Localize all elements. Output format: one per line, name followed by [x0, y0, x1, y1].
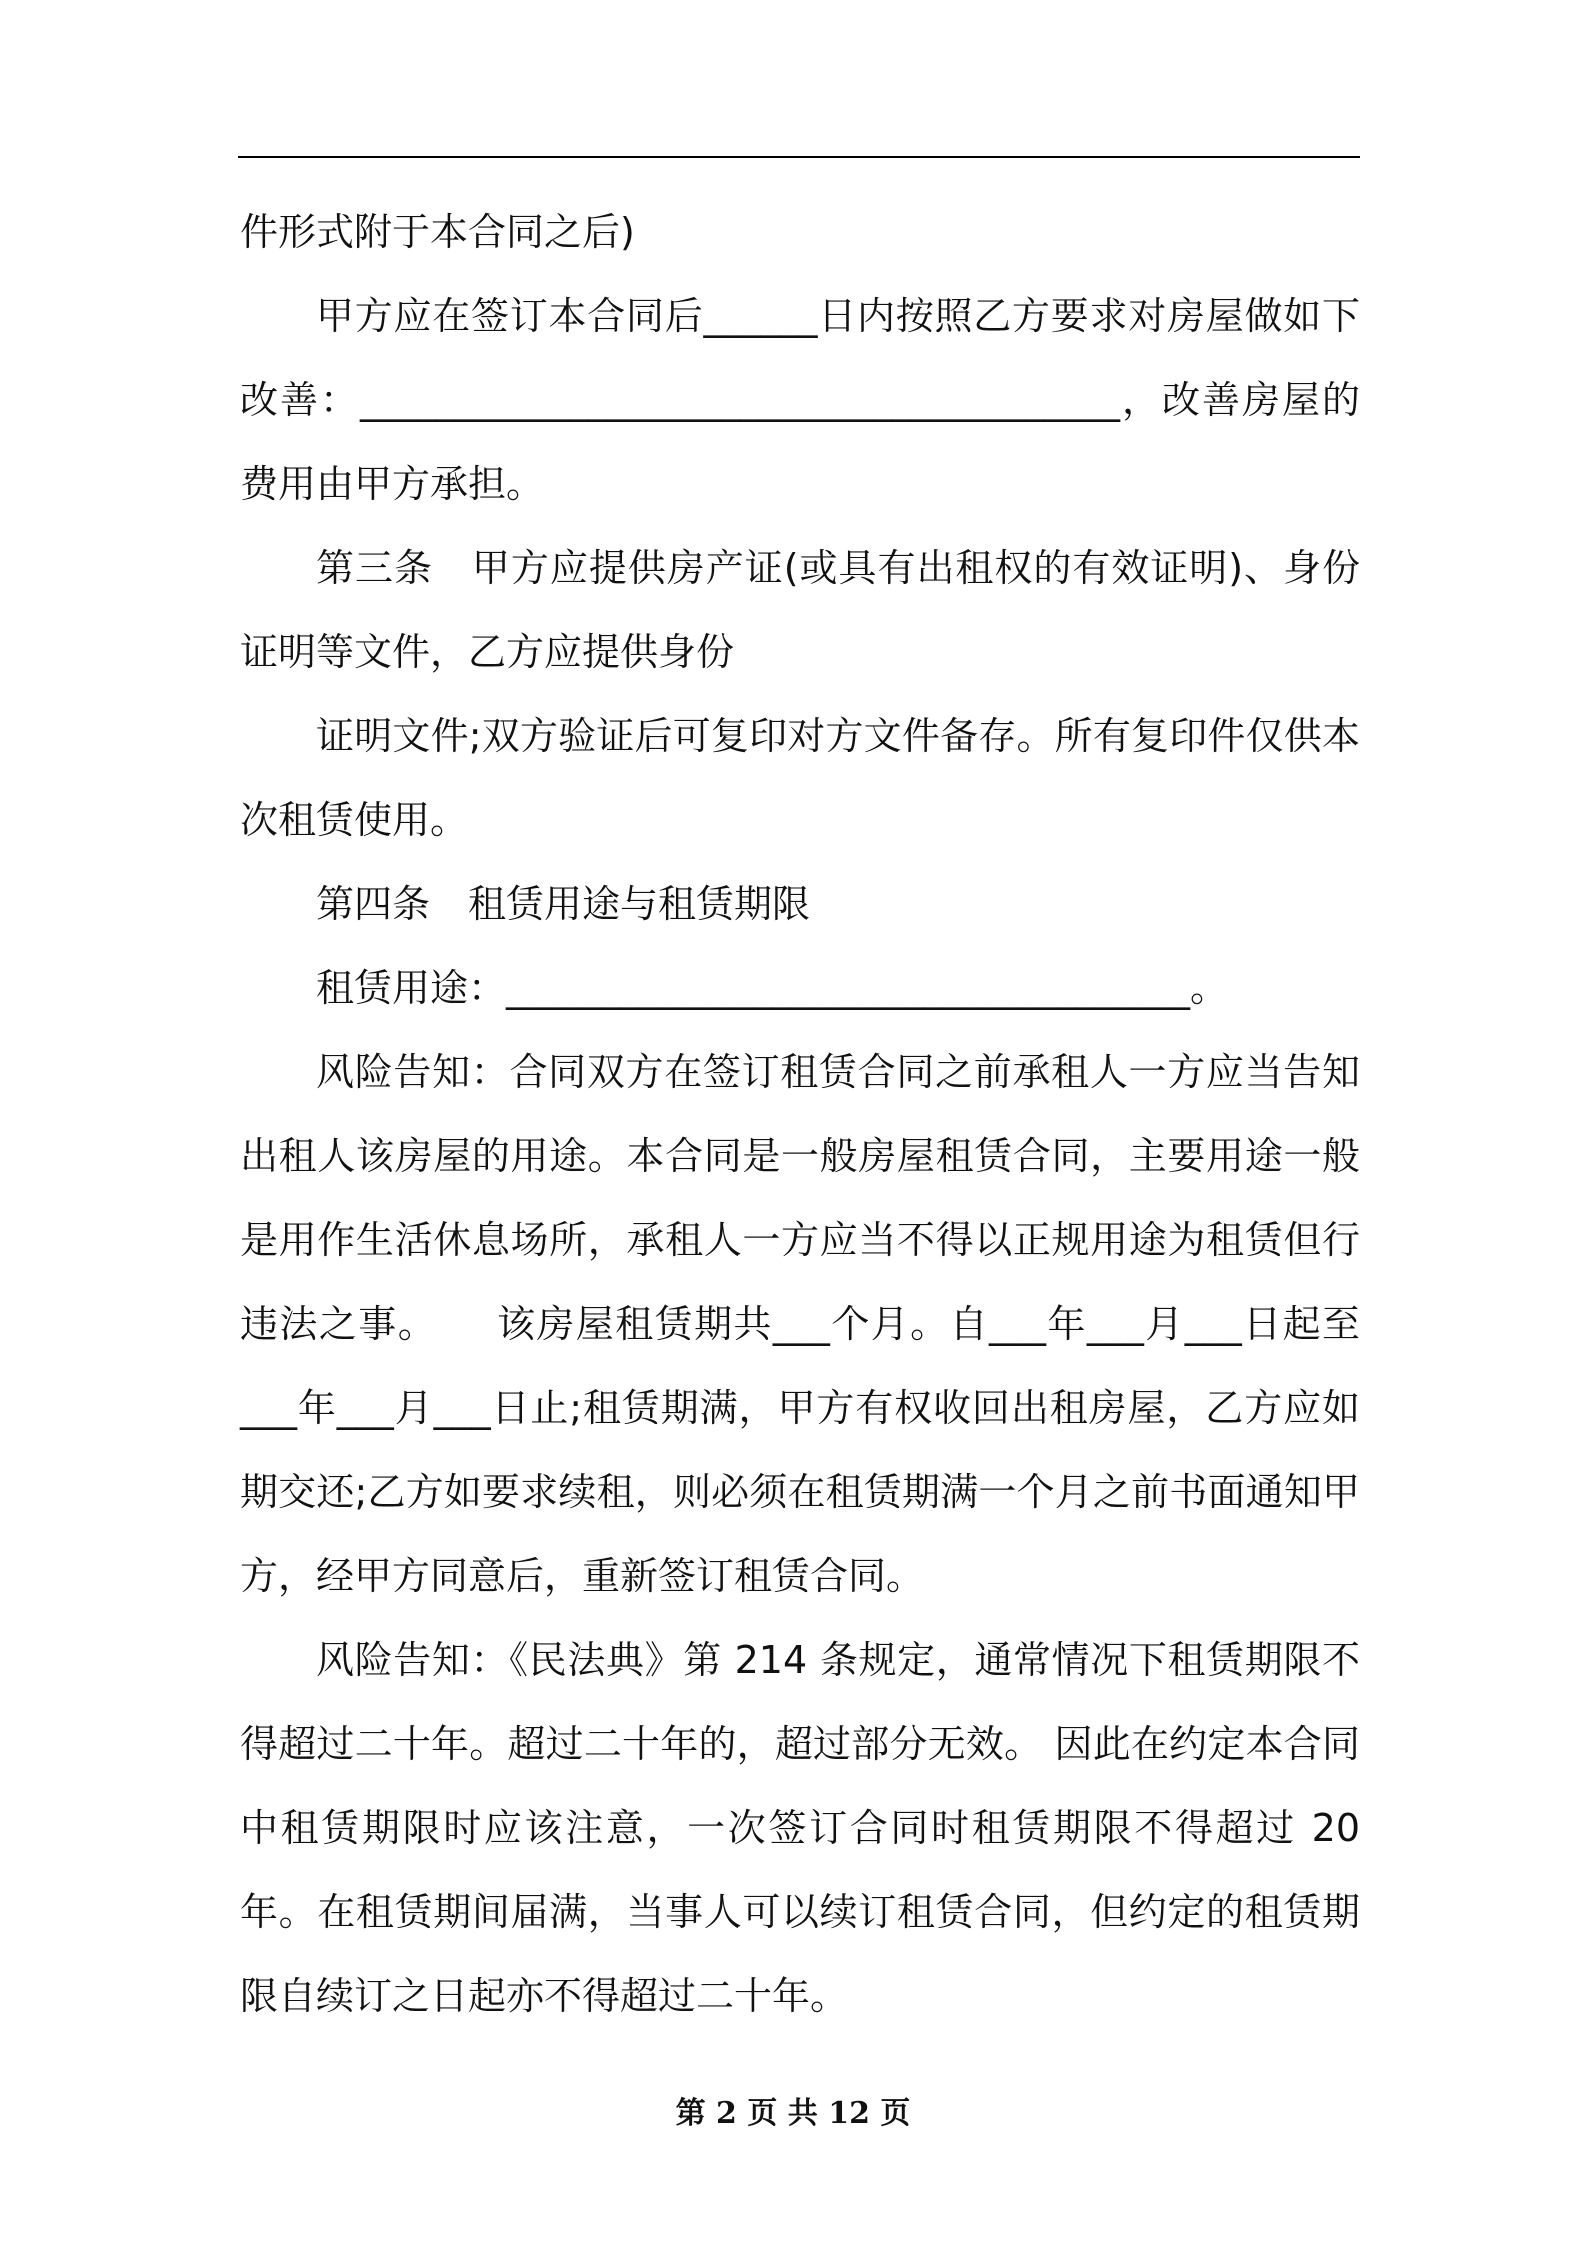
paragraph-risk-notice-purpose: 风险告知：合同双方在签订租赁合同之前承租人一方应当告知出租人该房屋的用途。本合同是一般房屋租赁合同，主要用途一般是用作生活休息场所，承租人一方应当不得以正规用途为租赁但行违法之事。 该房屋租赁期共___个月。自___年___月___日起至___年___月___日止;租赁期满，甲方有权收回出租房屋，乙方应如期交还;乙方如要求续租，则必须在租赁期满一个月之前书面通知甲方，经甲方同意后，重新签订租赁合同。 — [240, 1050, 1360, 1598]
paragraph-attachment-note: 件形式附于本合同之后) — [240, 210, 635, 254]
header-rule — [238, 156, 1360, 158]
page-number-footer: 第 2 页 共 12 页 — [675, 2096, 911, 2131]
paragraph-house-improvement: 甲方应在签订本合同后______日内按照乙方要求对房屋做如下改善：________________________________________，改善房屋的费用由甲方承担。 — [240, 294, 1360, 506]
paragraph-risk-notice-term: 风险告知：《民法典》第 214 条规定，通常情况下租赁期限不得超过二十年。超过二十年的，超过部分无效。 因此在约定本合同中租赁期限时应该注意，一次签订合同时租赁期限不得超过 20 年。在租赁期间届满，当事人可以续订租赁合同，但约定的租赁期限自续订之日起亦不得超过二十年。 — [240, 1638, 1373, 2018]
paragraph-article-3: 第三条 甲方应提供房产证(或具有出租权的有效证明)、身份证明等文件，乙方应提供身份 — [240, 546, 1360, 674]
paragraph-article-3-continued: 证明文件;双方验证后可复印对方文件备存。所有复印件仅供本次租赁使用。 — [240, 714, 1360, 842]
paragraph-lease-purpose: 租赁用途：____________________________________。 — [316, 966, 1229, 1010]
document-body — [240, 190, 1373, 2038]
paragraph-article-4-heading: 第四条 租赁用途与租赁期限 — [316, 882, 811, 926]
